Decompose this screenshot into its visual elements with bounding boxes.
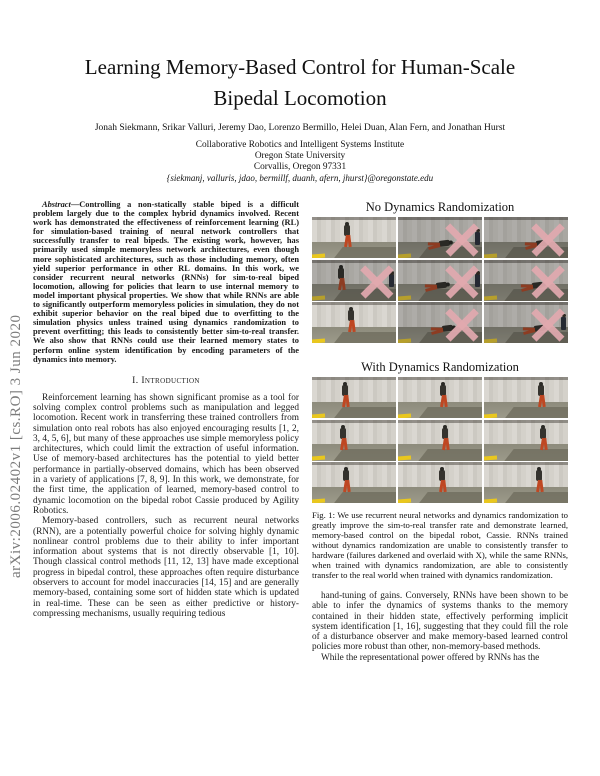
abstract-text: —Controlling a non-statically stable biped is a difficult problem largely due to the complex hybrid dynamics involved. Recent work has demonstrated the effectiveness of reinforcement learning (RL) for simulation-based training of neural network controllers that successfully transfer to real bipeds. The existing work, however, has primarily used simple memoryless network architectures, even though more sophisticated architectures, such as those including memory, often yield superior performance in other RL domains. In this work, we consider recurrent neural networks (RNNs) for sim-to-real biped locomotion, allowing for policies that learn to use internal memory to model important physical properties. We show that while RNNs are able to significantly outperform memoryless policies in simulation, they do not exhibit superior behavior on the real biped due to overfitting to the simulation physics unless trained using dynamics randomization to prevent overfitting; this leads to consistently better sim-to-real transfer. We also show that RNNs could use their learned memory states to perform online system identification by encoding parameters of the dynamics into memory. [33, 200, 299, 364]
lab-scene [398, 420, 482, 461]
figure-grid-no-randomization [312, 217, 568, 343]
cassie-robot [538, 428, 549, 451]
robot-frame-success [312, 217, 396, 258]
abstract-lead: Abstract [42, 200, 71, 209]
failure-x-mark [443, 220, 481, 258]
robot-frame-success [312, 420, 396, 461]
robot-frame-success [398, 462, 482, 503]
floor-mat [501, 407, 568, 418]
affiliation-institute: Collaborative Robotics and Intelligent Systems Institute [195, 140, 405, 150]
robot-frame-failed [484, 302, 568, 343]
robot-frame-success [398, 420, 482, 461]
figure-bottom-title: With Dynamics Randomization [361, 360, 519, 374]
floor-mat [329, 407, 396, 418]
cassie-robot [437, 470, 448, 493]
section-heading-introduction: I. Introduction [132, 374, 200, 386]
cassie-robot [438, 385, 449, 408]
robot-frame-success [484, 420, 568, 461]
left-column [33, 200, 299, 619]
figure-grid-with-randomization [312, 377, 568, 503]
yellow-floor-stripe [312, 413, 325, 417]
lab-scene [312, 462, 396, 503]
floor-mat [415, 407, 482, 418]
lab-scene [484, 420, 568, 461]
robot-frame-failed [312, 260, 396, 301]
yellow-floor-stripe [484, 296, 497, 300]
lab-scene [312, 302, 396, 343]
yellow-floor-stripe [312, 338, 325, 342]
lab-scene [484, 462, 568, 503]
yellow-floor-stripe [398, 413, 411, 417]
affiliation-block [90, 140, 510, 184]
yellow-floor-stripe [398, 456, 411, 460]
robot-frame-failed [398, 302, 482, 343]
lab-scene [398, 377, 482, 418]
floor-mat [329, 492, 396, 503]
yellow-floor-stripe [312, 253, 325, 257]
intro-paragraph-1: Reinforcement learning has shown significant promise as a tool for solving complex control problems such as manipulation and legged locomotion. Recent work in transferring these trained controllers from simulation onto real robots has also enjoyed encouraging results [1, 2, 3, 4, 5, 6], but many of these approaches use simple memoryless policy architectures, which could limit the extraction of useful information. Use of memory-based architectures has the potential to yield better performance in partially-observed domains, which has been observed in a variety of applications [7, 8, 9]. In this work, we demonstrate, for the first time, the application of learned, memory-based control to dynamic locomotion on the bipedal robot Cassie produced by Agility Robotics. [33, 392, 299, 516]
abstract-paragraph [33, 200, 299, 364]
lab-scene [312, 420, 396, 461]
failure-x-mark [529, 220, 567, 258]
cassie-robot [342, 225, 353, 248]
yellow-floor-stripe [484, 413, 497, 417]
yellow-floor-stripe [484, 498, 497, 502]
robot-frame-success [484, 462, 568, 503]
arxiv-watermark: arXiv:2006.02402v1 [cs.RO] 3 Jun 2020 [8, 314, 24, 578]
floor-mat [415, 492, 482, 503]
affiliation-city: Corvallis, Oregon 97331 [253, 162, 347, 172]
lab-scene [312, 377, 396, 418]
robot-frame-success [312, 462, 396, 503]
affiliation-university: Oregon State University [254, 151, 346, 161]
cassie-robot [536, 385, 547, 408]
robot-frame-success [484, 377, 568, 418]
failure-x-mark [358, 263, 396, 301]
intro-paragraph-2: Memory-based controllers, such as recurrent neural networks (RNN), are a potentially powerful choice for solving highly dynamic nonlinear control problems due to their ability to infer important information about systems that is not directly observable [1, 10]. Though classical control methods [11, 12, 13] have made exceptional progress in bipedal control, these approaches often require disturbance observers to account for model inaccuracies [14, 15] and are generally memory-based, containing some sort of hidden state which is updated in real-time. These can be seen as either predictive or history-compressing mechanisms, usually requiring tedious [33, 516, 299, 619]
figure-top-title: No Dynamics Randomization [365, 200, 515, 214]
robot-frame-failed [398, 217, 482, 258]
robot-frame-failed [398, 260, 482, 301]
failure-x-mark [529, 305, 567, 343]
failure-x-mark [529, 263, 567, 301]
paper-title: Learning Memory-Based Control for Human-Scale Bipedal Locomotion [84, 55, 516, 110]
cassie-robot [341, 470, 352, 493]
floor-mat [501, 449, 568, 460]
figure-caption-text: We use recurrent neural networks and dynamics randomization to greatly improve the sim-to-real transfer rate and demonstrate learned, memory-based control on the bipedal robot, Cassie. RNNs trained without dynamics randomization are unable to consistently transfer to hardware (failures darkened and overlaid with X), while the same RNNs, when trained with dynamics randomization, are able to consistently transfer to the real world when trained with dynamics randomization. [312, 510, 568, 580]
cassie-robot [340, 385, 351, 408]
robot-frame-failed [484, 260, 568, 301]
yellow-floor-stripe [398, 253, 411, 257]
floor-mat [415, 449, 482, 460]
body-paragraph-continuation: hand-tuning of gains. Conversely, RNNs have been shown to be able to infer the dynamics of systems thanks to the memory contained in their hidden state, effectively performing implicit system identification [1, 16], suggesting that they could fill the role of a disturbance observer and make memory-based learned control policies more robust than other, non-memory-based methods. [312, 591, 568, 653]
author-emails: {siekmanj, valluris, jdao, bermillf, duanh, afern, jhurst}@oregonstate.edu [166, 173, 434, 183]
lab-scene [398, 462, 482, 503]
robot-frame-success [312, 377, 396, 418]
failure-x-mark [443, 263, 481, 301]
yellow-floor-stripe [484, 456, 497, 460]
yellow-floor-stripe [312, 296, 325, 300]
cassie-robot [534, 470, 545, 493]
lab-scene [312, 217, 396, 258]
floor-mat [329, 332, 396, 343]
yellow-floor-stripe [398, 498, 411, 502]
yellow-floor-stripe [312, 456, 325, 460]
cassie-robot [338, 428, 349, 451]
figure-caption [312, 510, 568, 580]
floor-mat [501, 492, 568, 503]
figure-1 [312, 200, 568, 580]
figure-caption-label: Fig. 1: [312, 510, 336, 520]
floor-mat [329, 247, 396, 258]
failure-x-mark [443, 305, 481, 343]
yellow-floor-stripe [312, 498, 325, 502]
yellow-floor-stripe [484, 253, 497, 257]
yellow-floor-stripe [398, 338, 411, 342]
cassie-robot [336, 268, 347, 291]
yellow-floor-stripe [398, 296, 411, 300]
robot-frame-success [398, 377, 482, 418]
floor-mat [329, 449, 396, 460]
robot-frame-failed [484, 217, 568, 258]
cassie-robot [440, 428, 451, 451]
lab-scene [484, 377, 568, 418]
cassie-robot [346, 310, 357, 333]
body-paragraph-while: While the representational power offered by RNNs has the [321, 652, 540, 663]
right-column [312, 200, 568, 663]
author-list: Jonah Siekmann, Srikar Valluri, Jeremy Dao, Lorenzo Bermillo, Helei Duan, Alan Fern, and Jonathan Hurst [94, 123, 506, 133]
yellow-floor-stripe [484, 338, 497, 342]
robot-frame-success [312, 302, 396, 343]
